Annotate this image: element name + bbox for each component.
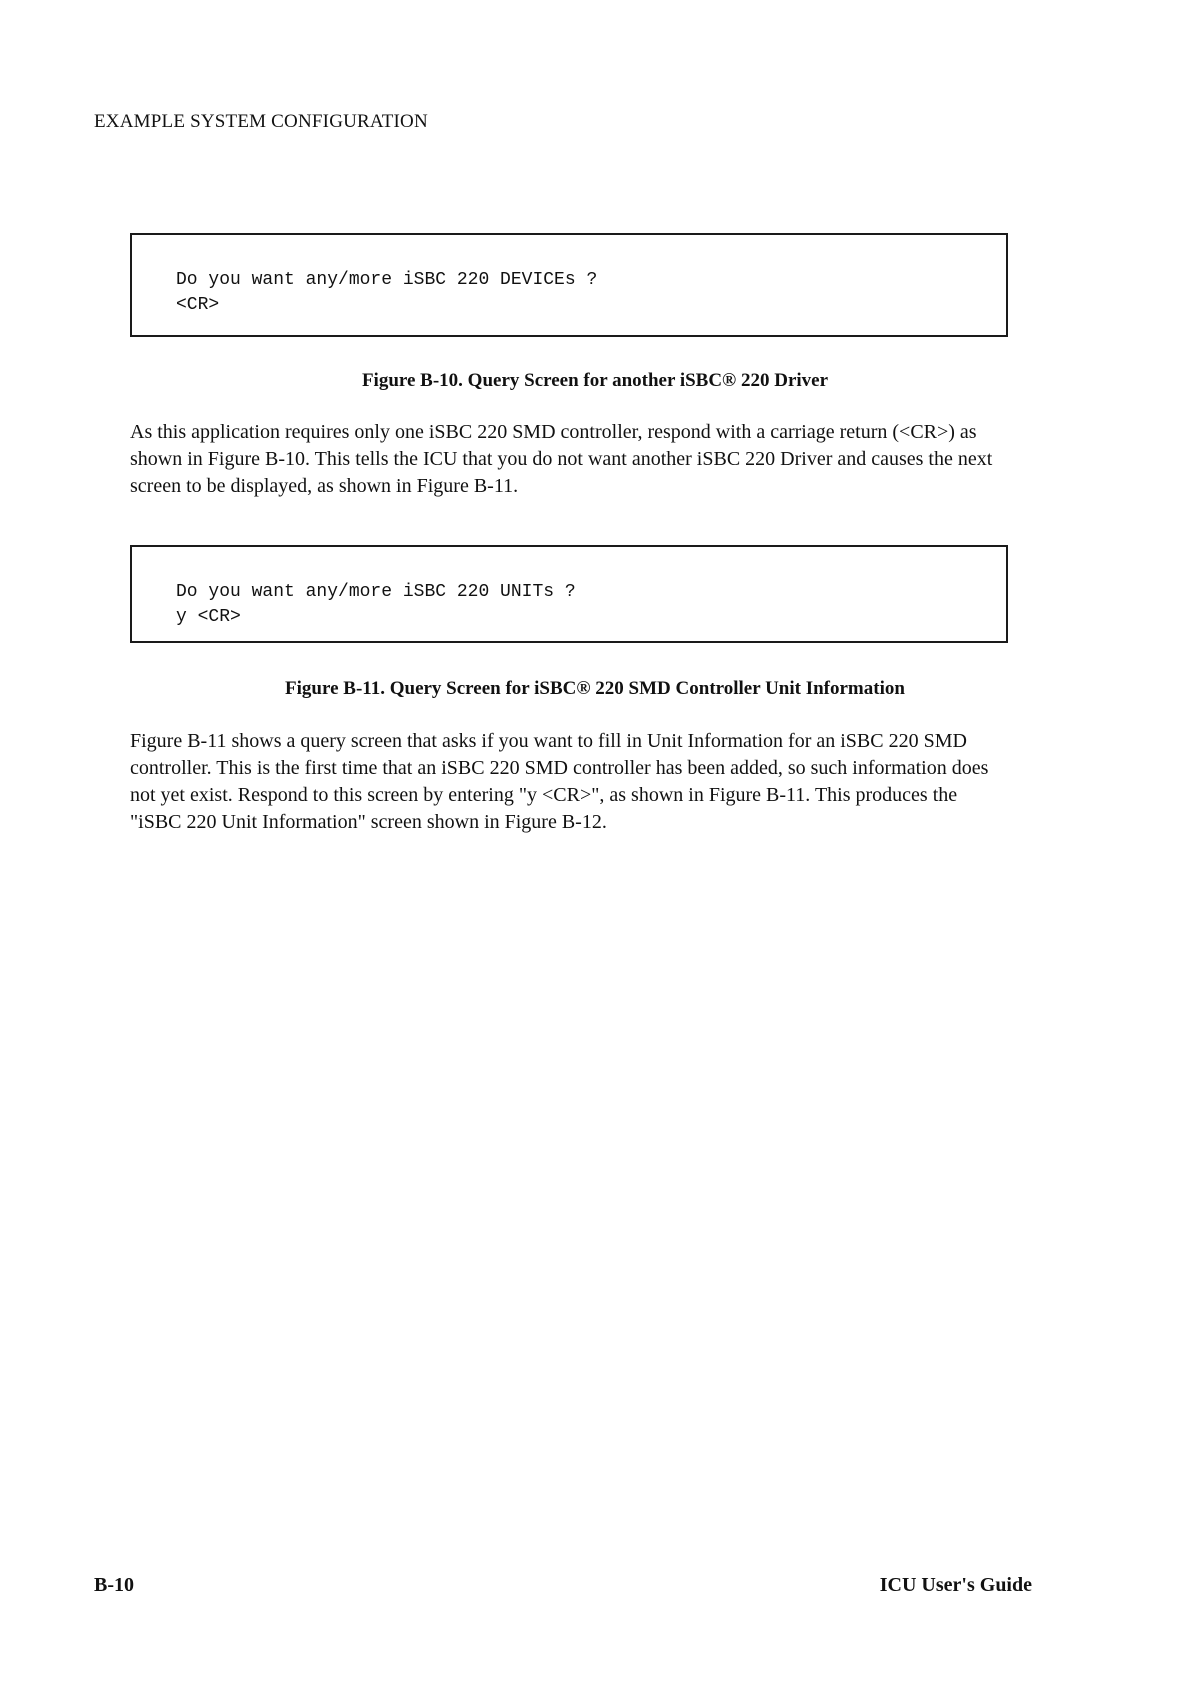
book-title: ICU User's Guide [879, 1574, 1032, 1596]
screen-prompt-line: Do you want any/more iSBC 220 UNITs ? [176, 582, 576, 602]
figure-b10-screen [130, 233, 1008, 337]
section-header: EXAMPLE SYSTEM CONFIGURATION [94, 111, 428, 132]
screen-prompt-line: Do you want any/more iSBC 220 DEVICEs ? [176, 270, 598, 290]
figure-b10-caption: Figure B-10. Query Screen for another iSBC® 220 Driver [361, 370, 829, 391]
body-paragraph-2: Figure B-11 shows a query screen that asks if you want to fill in Unit Information for an iSBC 220 SMD controller. This is the first time that an iSBC 220 SMD controller has been added, so such information does not yet exist. Respond to this screen by entering "y <CR>", as shown in Figure B-11. This produces the "iSBC 220 Unit Information" screen shown in Figure B-12. [130, 730, 989, 833]
body-paragraph-1: As this application requires only one iSBC 220 SMD controller, respond with a carriage return (<CR>) as shown in Figure B-10. This tells the ICU that you do not want another iSBC 220 Driver and causes the next screen to be displayed, as shown in Figure B-11. [130, 421, 993, 497]
screen-response-line: <CR> [176, 295, 220, 315]
screen-response-line: y <CR> [176, 607, 241, 627]
figure-b11-screen [130, 545, 1008, 643]
figure-b11-caption: Figure B-11. Query Screen for iSBC® 220 SMD Controller Unit Information [285, 678, 905, 699]
page-number: B-10 [94, 1574, 134, 1596]
